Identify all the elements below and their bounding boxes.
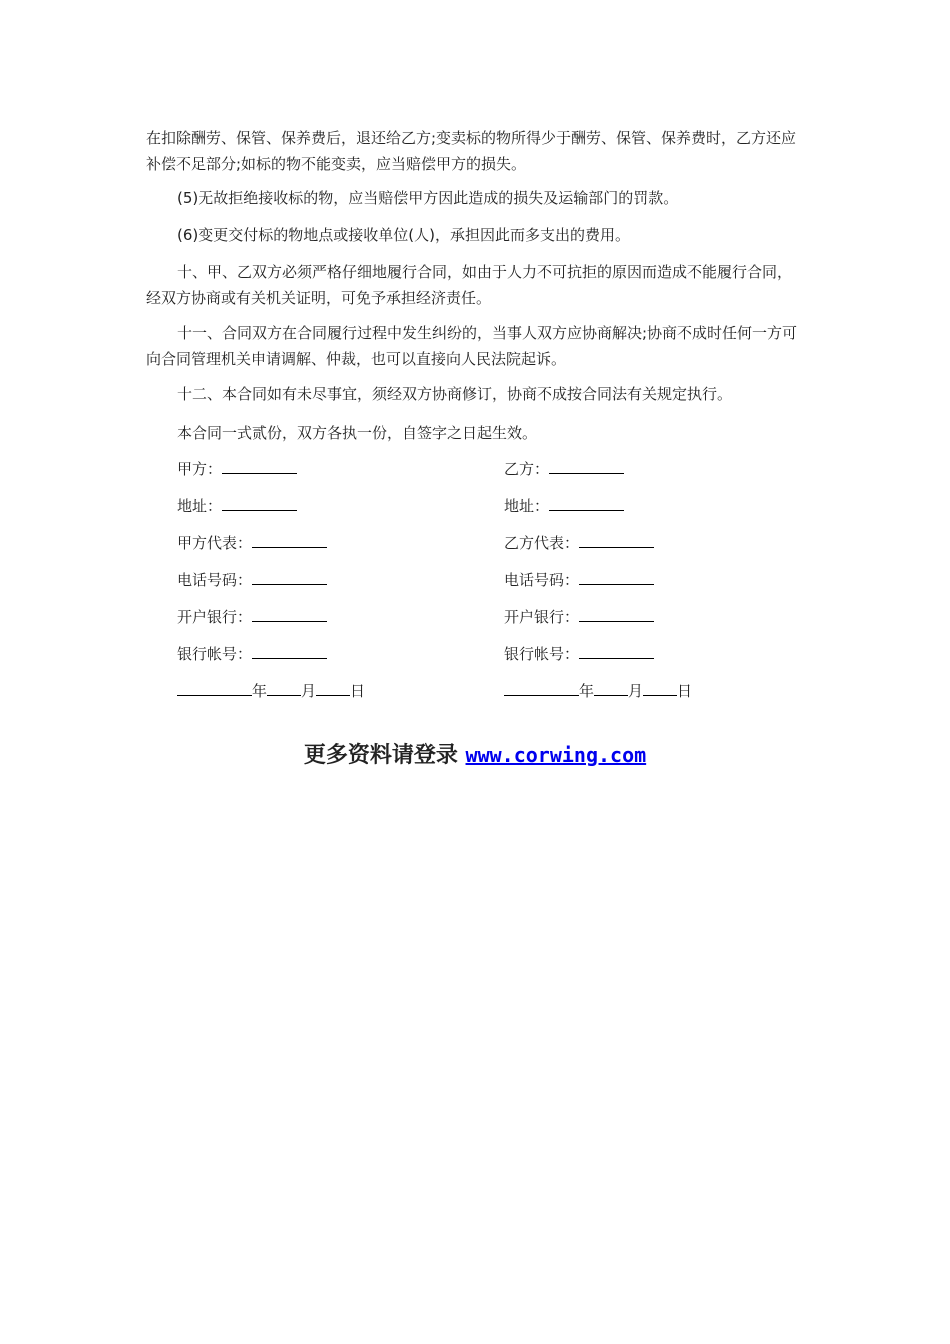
footer-website-link[interactable]: www.corwing.com (465, 743, 647, 767)
party-b-year-label: 年 (579, 682, 595, 700)
paragraph-compensation: 在扣除酬劳、保管、保养费后，退还给乙方;变卖标的物所得少于酬劳、保管、保养费时，乙方还应补偿不足部分;如标的物不能变卖，应当赔偿甲方的损失。 (146, 129, 797, 173)
party-b-bank-blank (579, 606, 654, 622)
party-b-phone-label: 电话号码： (504, 571, 580, 589)
party-a-bank-field (177, 606, 327, 628)
party-b-phone-field (504, 569, 654, 591)
paragraph-clause-11: 十一、合同双方在合同履行过程中发生纠纷的，当事人双方应协商解决;协商不成时任何一方可向合同管理机关申请调解、仲裁，也可以直接向人民法院起诉。 (146, 324, 798, 368)
party-b-bank-field (504, 606, 654, 628)
paragraph-item-5: (5)无故拒绝接收标的物，应当赔偿甲方因此造成的损失及运输部门的罚款。 (177, 189, 679, 207)
party-b-representative-blank (579, 532, 654, 548)
party-a-account-blank (252, 643, 327, 659)
party-b-account-field (504, 643, 654, 665)
party-a-day-blank (316, 680, 350, 696)
party-a-account-label: 银行帐号： (177, 645, 253, 663)
party-a-year-label: 年 (252, 682, 268, 700)
party-b-account-label: 银行帐号： (504, 645, 580, 663)
party-a-name-field (177, 458, 297, 480)
party-a-address-label: 地址： (177, 497, 223, 515)
party-a-address-field (177, 495, 297, 517)
party-b-year-blank (504, 680, 579, 696)
paragraph-effective: 本合同一式贰份，双方各执一份，自签字之日起生效。 (177, 424, 538, 442)
party-b-name-label: 乙方： (504, 460, 550, 478)
party-b-month-label: 月 (628, 682, 644, 700)
party-a-year-blank (177, 680, 252, 696)
party-b-representative-label: 乙方代表： (504, 534, 580, 552)
party-a-month-blank (267, 680, 301, 696)
footer-text: 更多资料请登录 (303, 743, 458, 768)
party-a-phone-field (177, 569, 327, 591)
party-b-day-label: 日 (677, 682, 693, 700)
party-a-address-blank (222, 495, 297, 511)
party-b-phone-blank (579, 569, 654, 585)
party-a-month-label: 月 (301, 682, 317, 700)
party-b-name-field (504, 458, 624, 480)
party-b-address-label: 地址： (504, 497, 550, 515)
party-b-address-blank (549, 495, 624, 511)
party-b-bank-label: 开户银行： (504, 608, 580, 626)
party-a-representative-blank (252, 532, 327, 548)
party-a-name-label: 甲方： (177, 460, 223, 478)
party-b-day-blank (643, 680, 677, 696)
party-b-account-blank (579, 643, 654, 659)
party-a-account-field (177, 643, 327, 665)
party-b-date-field (504, 680, 692, 702)
party-a-phone-blank (252, 569, 327, 585)
party-a-phone-label: 电话号码： (177, 571, 253, 589)
party-a-representative-label: 甲方代表： (177, 534, 253, 552)
party-b-address-field (504, 495, 624, 517)
party-b-representative-field (504, 532, 654, 554)
paragraph-clause-12: 十二、本合同如有未尽事宜，须经双方协商修订，协商不成按合同法有关规定执行。 (177, 385, 733, 403)
paragraph-clause-10: 十、甲、乙双方必须严格仔细地履行合同，如由于人力不可抗拒的原因而造成不能履行合同，经双方协商或有关机关证明，可免予承担经济责任。 (146, 263, 793, 307)
party-a-bank-blank (252, 606, 327, 622)
party-a-day-label: 日 (350, 682, 366, 700)
party-a-bank-label: 开户银行： (177, 608, 253, 626)
party-a-date-field (177, 680, 365, 702)
party-a-representative-field (177, 532, 327, 554)
party-b-month-blank (594, 680, 628, 696)
party-a-name-blank (222, 458, 297, 474)
paragraph-item-6: (6)变更交付标的物地点或接收单位(人)，承担因此而多支出的费用。 (177, 226, 630, 244)
party-b-name-blank (549, 458, 624, 474)
footer-promo (0, 740, 950, 771)
